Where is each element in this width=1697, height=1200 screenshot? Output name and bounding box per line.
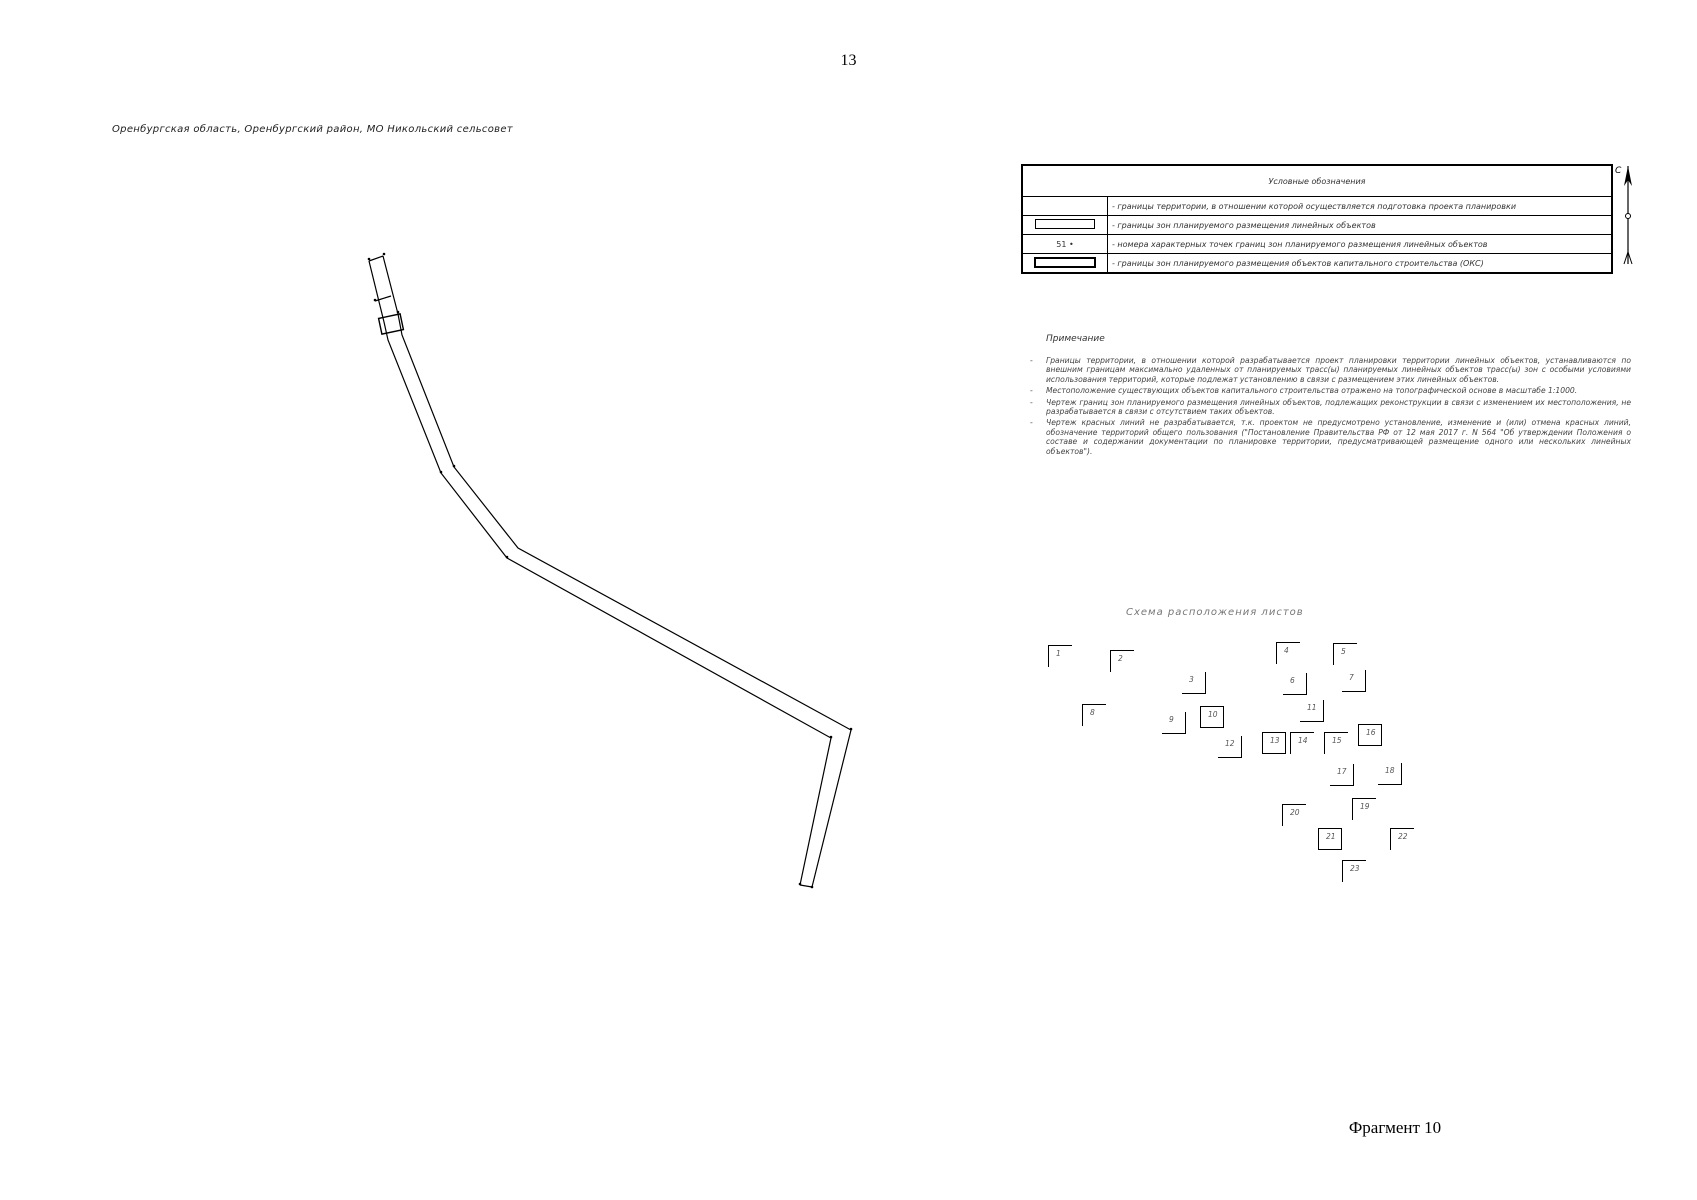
zone-boundary [369, 256, 851, 887]
sheet-tile-4: 4 [1276, 642, 1300, 664]
legend-symbol-oks-zone [1022, 254, 1108, 274]
sheet-tile-15: 15 [1324, 732, 1348, 754]
legend-text: - границы зон планируемого размещения линейных объектов [1108, 216, 1613, 235]
sheet-tile-18: 18 [1378, 763, 1402, 785]
sheet-tile-19: 19 [1352, 798, 1376, 820]
boundary-point-markers [368, 253, 853, 889]
legend-symbol-territory [1022, 197, 1108, 216]
sheet-tile-17: 17 [1330, 764, 1354, 786]
legend-text: - номера характерных точек границ зон планируемого размещения линейных объектов [1108, 235, 1613, 254]
oks-swatch [1034, 257, 1096, 268]
boundary-point [440, 471, 443, 474]
legend-symbol-point [1022, 235, 1108, 254]
point-marker-icon: • [1069, 239, 1074, 249]
north-label: С [1615, 166, 1622, 176]
scheme-title: Схема расположения листов [1126, 607, 1304, 618]
corridor-bottom-edge [800, 885, 812, 887]
boundary-point [397, 311, 400, 314]
sheet-tile-22: 22 [1390, 828, 1414, 850]
sheet-tile-8: 8 [1082, 704, 1106, 726]
point-number: 51 [1056, 239, 1067, 249]
sheet-tile-23: 23 [1342, 860, 1366, 882]
boundary-point [850, 728, 853, 731]
sheet-tile-20: 20 [1282, 804, 1306, 826]
page-number: 13 [840, 52, 857, 69]
sheet-tile-10: 10 [1200, 706, 1224, 728]
boundary-point [506, 556, 509, 559]
sheet-tile-1: 1 [1048, 645, 1072, 667]
legend-text: - границы зон планируемого размещения объектов капитального строительства (ОКС) [1108, 254, 1613, 274]
boundary-point [383, 253, 386, 256]
note-item: - Местоположение существующих объектов капитального строительства отражено на топографической основе в масштабе 1:1000. [1046, 386, 1631, 395]
sheet-tile-9: 9 [1162, 712, 1186, 734]
legend-row [1022, 197, 1612, 216]
note-item: - Чертеж красных линий не разрабатывается, т.к. проектом не предусмотрено установление, изменение и (или) отмена красных линий, обозначение территорий общего пользования ("Постановление Правительства РФ от 12 мая 2017 г. N 564 "Об утверждении Положения о составе и содержании документации по планировке территории, предусматривающей размещение одного или нескольких линейных объектов"). [1046, 418, 1631, 456]
region-label: Оренбургская область, Оренбургский район, МО Никольский сельсовет [112, 124, 513, 135]
note-item: - Границы территории, в отношении которой разрабатывается проект планировки территории линейных объектов, устанавливаются по внешним границам максимально удаленных от планируемых трасс(ы) планируемых линейных объектов трасс(ы) зон с особыми условиями использования территорий, которые подлежат установлению в связи с размещением этих линейных объектов. [1046, 356, 1631, 384]
boundary-point [453, 465, 456, 468]
legend-row [1022, 235, 1612, 254]
fragment-label: Фрагмент 10 [1348, 1118, 1442, 1137]
boundary-point [811, 886, 814, 889]
sheet-tile-7: 7 [1342, 670, 1366, 692]
boundary-point [830, 736, 833, 739]
boundary-point [374, 299, 377, 302]
notes-title: Примечание [1046, 334, 1105, 344]
boundary-point [368, 258, 371, 261]
sheet-tile-21: 21 [1318, 828, 1342, 850]
sheet-tile-14: 14 [1290, 732, 1314, 754]
sheet-tile-12: 12 [1218, 736, 1242, 758]
legend-row [1022, 254, 1612, 274]
legend-text: - границы территории, в отношении которой осуществляется подготовка проекта планировки [1108, 197, 1613, 216]
zone-swatch [1035, 219, 1095, 229]
sheet-tile-16: 16 [1358, 724, 1382, 746]
boundary-point [799, 883, 802, 886]
sheet-tile-5: 5 [1333, 643, 1357, 665]
legend-table [1021, 164, 1613, 274]
sheet-tile-13: 13 [1262, 732, 1286, 754]
sheet-tile-2: 2 [1110, 650, 1134, 672]
corridor-left-edge [369, 261, 831, 885]
legend-symbol-linear-zone [1022, 216, 1108, 235]
corridor-right-edge [383, 256, 851, 887]
legend-row [1022, 216, 1612, 235]
sheet-tile-6: 6 [1283, 673, 1307, 695]
corridor-top-edge [369, 256, 383, 261]
sheet-tile-11: 11 [1300, 700, 1324, 722]
note-item: - Чертеж границ зон планируемого размещения линейных объектов, подлежащих реконструкции в связи с изменением их местоположения, не разрабатывается в связи с отсутствием таких объектов. [1046, 398, 1631, 417]
legend-title: Условные обозначения [1022, 165, 1612, 197]
sheet-tile-3: 3 [1182, 672, 1206, 694]
notes-list [1030, 356, 1631, 458]
north-arrow-icon [1616, 164, 1640, 266]
